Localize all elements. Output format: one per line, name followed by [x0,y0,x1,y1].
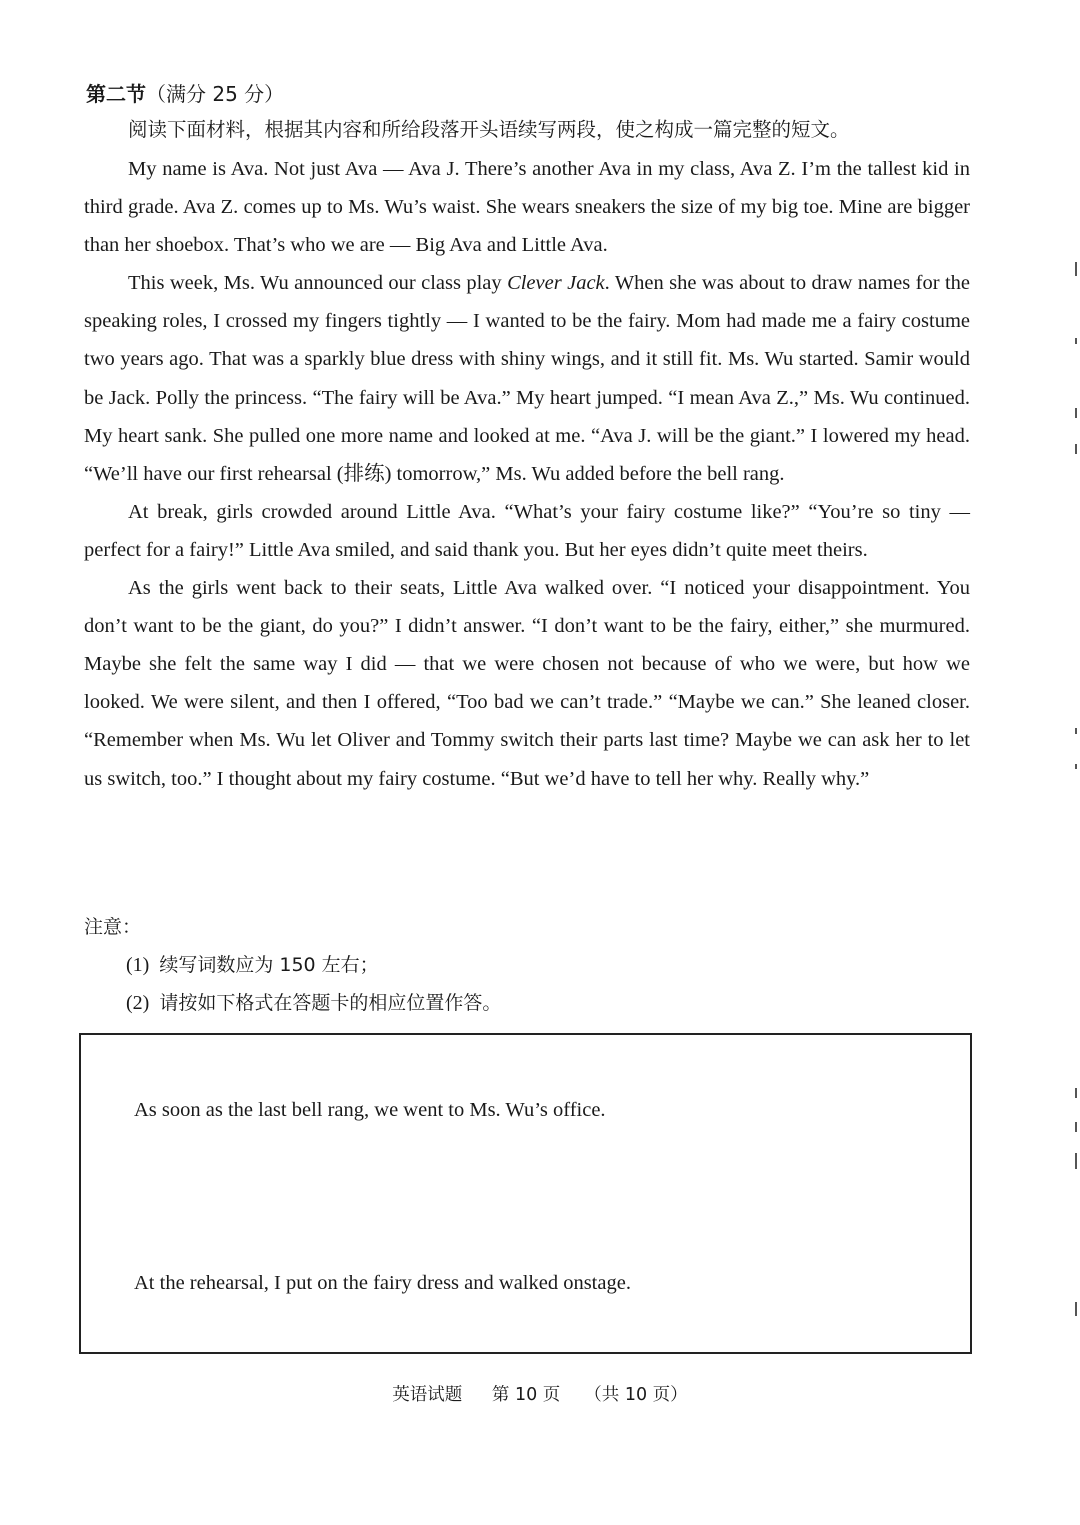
play-title: Clever Jack [507,272,605,295]
task-instruction: 阅读下面材料，根据其内容和所给段落开头语续写两段，使之构成一篇完整的短文。 [128,118,850,141]
footer-subject: 英语试题 [392,1385,463,1405]
edge-mark [1075,338,1077,344]
footer-total-pages: （共 10 页） [584,1385,688,1405]
edge-mark [1075,262,1077,276]
reading-passage [84,150,970,798]
notes-heading: 注意： [84,916,142,938]
edge-mark [1075,408,1077,418]
edge-mark [1075,1122,1077,1132]
note-text: 请按如下格式在答题卡的相应位置作答。 [159,992,502,1014]
note-item-1 [84,946,501,984]
note-item-2 [84,984,501,1022]
note-text: 续写词数应为 150 左右； [159,954,379,976]
edge-mark [1075,1302,1077,1316]
passage-paragraph-3: At break, girls crowded around Little Ava. “What’s your fairy costume like?” “You’re so tiny — perfect for a fairy!” Little Ava smiled, and said thank you. But her eyes didn’t quite meet theirs. [84,500,970,561]
scan-edge-marks [1068,0,1080,1525]
passage-paragraph-4: As the girls went back to their seats, Little Ava walked over. “I noticed your disappointment. You don’t want to be the giant, do you?” I didn’t answer. “I don’t want to be the fairy, either,” she murmured. Maybe she felt the same way I did — that we were chosen not because of who we were, but how we looked. We were silent, and then I offered, “Too bad we can’t trade.” “Maybe we can.” She leaned closer. “Remember when Ms. Wu let Oliver and Tommy switch their parts last time? Maybe we can ask her to let us switch, too.” I thought about my fairy costume. “But we’d have to tell her why. Really why.” [84,577,970,790]
section-heading [86,78,284,110]
edge-mark [1075,1088,1077,1098]
note-number: (1) [126,954,150,976]
edge-mark [1075,1153,1077,1169]
notes-section [84,908,501,1022]
edge-mark [1075,728,1077,734]
footer-page-number: 第 10 页 [491,1385,561,1405]
paragraph-starter-2: At the rehearsal, I put on the fairy dress and walked onstage. [134,1272,631,1294]
paragraph-starter-1: As soon as the last bell rang, we went to Ms. Wu’s office. [134,1099,606,1121]
passage-paragraph-2: This week, Ms. Wu announced our class play Clever Jack. When she was about to draw names for the speaking roles, I crossed my fingers tightly — I wanted to be the fairy. Mom had made me a fairy costume two years ago. That was a sparkly blue dress with shiny wings, and it still fit. Ms. Wu started. Samir would be Jack. Polly the princess. “The fairy will be Ava.” My heart jumped. “I mean Ava Z.,” Ms. Wu continued. My heart sank. She pulled one more name and looked at me. “Ava J. will be the giant.” I lowered my head. “We’ll have our first rehearsal (排练) tomorrow,” Ms. Wu added before the bell rang. [84,272,970,485]
note-number: (2) [126,992,150,1014]
edge-mark [1075,764,1077,769]
page-footer [0,1380,1080,1410]
passage-paragraph-1: My name is Ava. Not just Ava — Ava J. There’s another Ava in my class, Ava Z. I’m the tallest kid in third grade. Ava Z. comes up to Ms. Wu’s waist. She wears sneakers the size of my big toe. Mine are bigger than her shoebox. That’s who we are — Big Ava and Little Ava. [84,158,970,257]
section-score: （满分 25 分） [146,82,285,106]
answer-box [79,1033,972,1354]
edge-mark [1075,444,1077,454]
section-title: 第二节 [86,82,146,106]
